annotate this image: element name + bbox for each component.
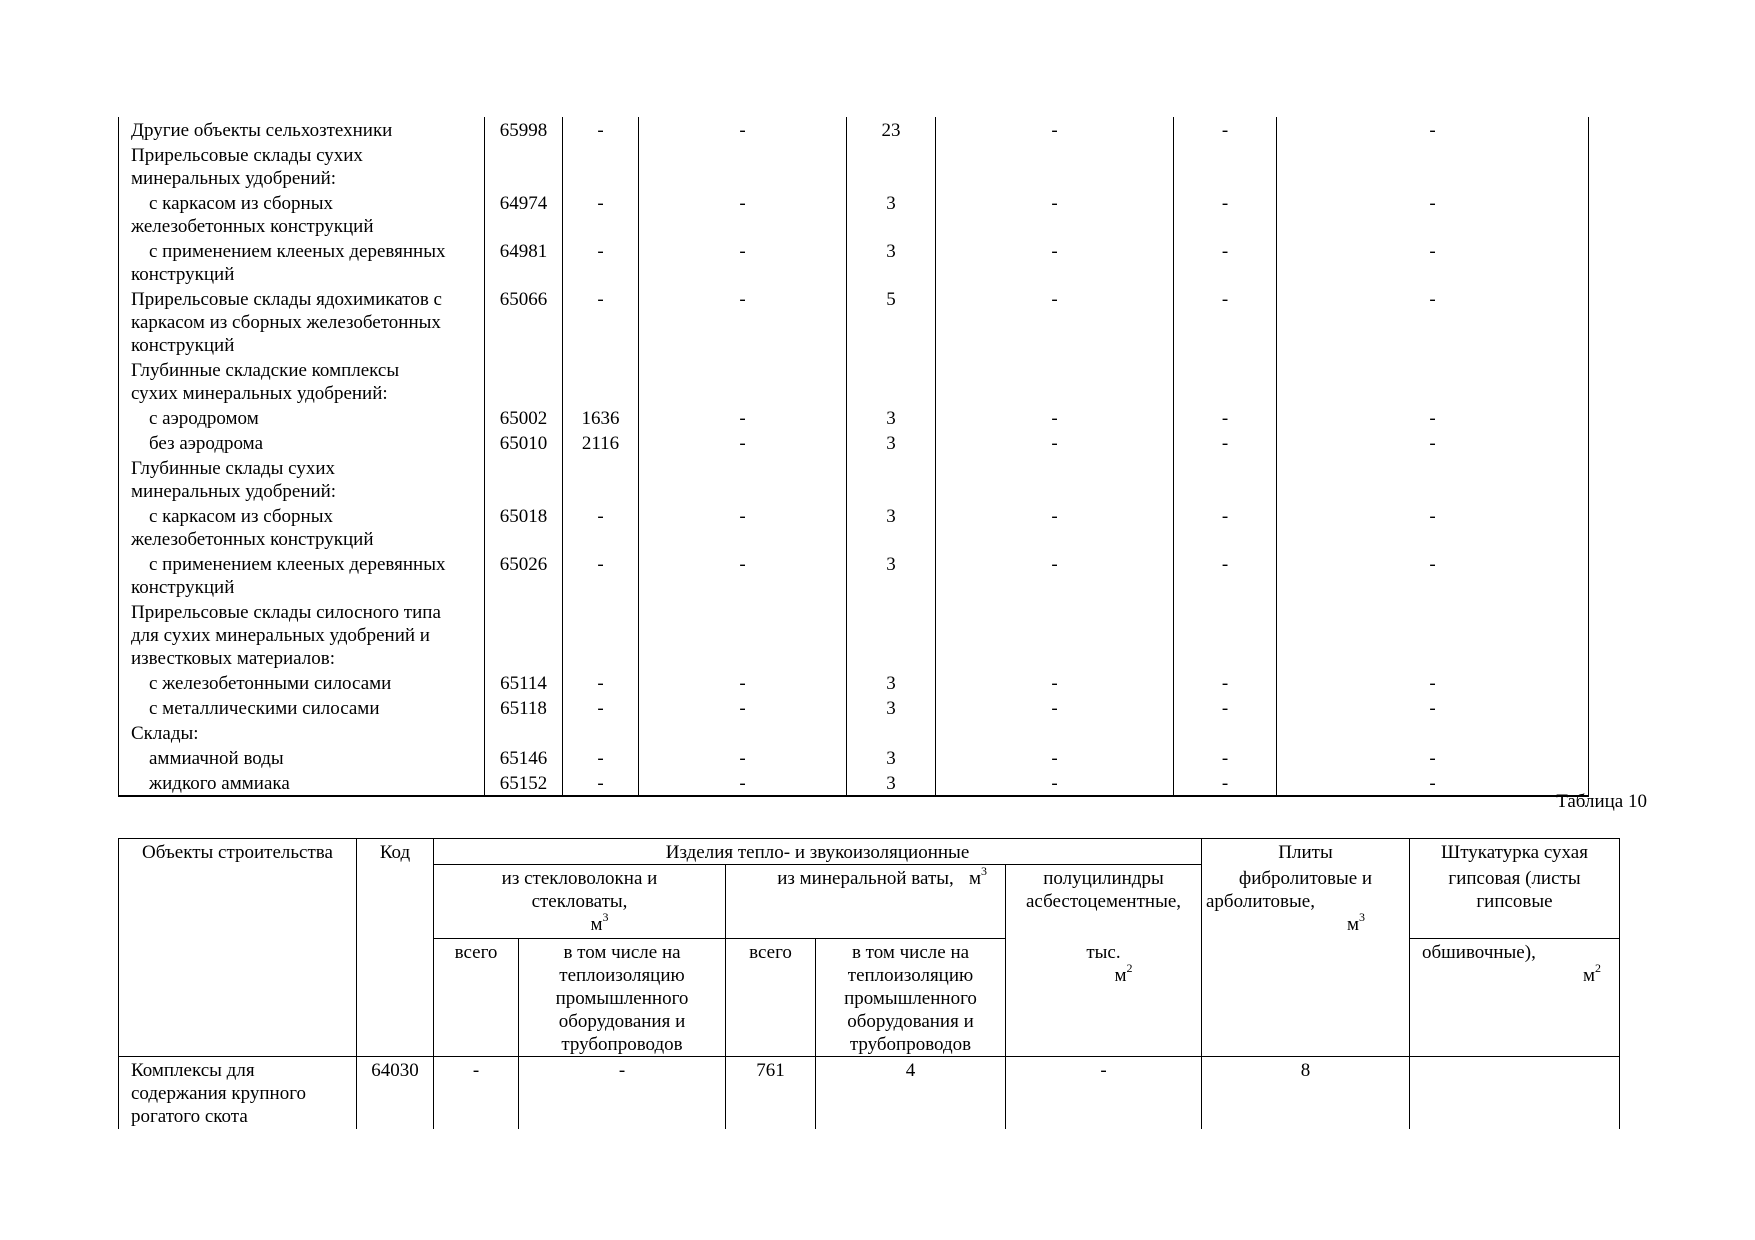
header-plaster-cont: гипсовая (листы гипсовые xyxy=(1410,865,1620,939)
row-value: - xyxy=(1174,405,1277,430)
row-object-name: с каркасом из сборных железобетонных конструкций xyxy=(119,503,485,551)
row-value: 8 xyxy=(1202,1057,1410,1130)
row-value: - xyxy=(563,286,639,357)
row-value: - xyxy=(639,551,847,599)
row-value: - xyxy=(639,238,847,286)
row-value: - xyxy=(434,1057,519,1130)
row-value xyxy=(847,599,936,670)
row-value: - xyxy=(563,503,639,551)
table-row xyxy=(119,770,1589,796)
row-value: - xyxy=(1277,238,1589,286)
row-value: - xyxy=(936,551,1174,599)
row-value: - xyxy=(563,695,639,720)
row-value: - xyxy=(1174,770,1277,796)
row-value: - xyxy=(563,238,639,286)
row-value: - xyxy=(1277,430,1589,455)
row-value: 3 xyxy=(847,695,936,720)
row-value: - xyxy=(1174,430,1277,455)
row-value: - xyxy=(639,430,847,455)
row-value: - xyxy=(1174,503,1277,551)
row-value: - xyxy=(936,670,1174,695)
row-code: 65010 xyxy=(485,430,563,455)
header-mineral-incl: в том числе на теплоизоляцию промышленного оборудования и трубопроводов xyxy=(816,939,1006,1057)
row-code xyxy=(485,357,563,405)
row-value xyxy=(847,142,936,190)
table-row xyxy=(119,117,1589,142)
row-value: - xyxy=(936,238,1174,286)
row-value: - xyxy=(1277,405,1589,430)
row-value: - xyxy=(639,770,847,796)
row-value: - xyxy=(1174,286,1277,357)
table-row xyxy=(119,503,1589,551)
row-value: - xyxy=(563,770,639,796)
row-object-name: жидкого аммиака xyxy=(119,770,485,796)
row-value: 3 xyxy=(847,551,936,599)
row-value: 3 xyxy=(847,745,936,770)
row-value: 761 xyxy=(726,1057,816,1130)
row-object-name: Склады: xyxy=(119,720,485,745)
row-object-name: Глубинные складские комплексы сухих минеральных удобрений: xyxy=(119,357,485,405)
row-value: - xyxy=(936,430,1174,455)
row-value xyxy=(563,455,639,503)
table-caption: Таблица 10 xyxy=(1556,791,1647,812)
row-object-name: Прирельсовые склады ядохимикатов с каркасом из сборных железобетонных конструкций xyxy=(119,286,485,357)
row-value: - xyxy=(936,117,1174,142)
row-value: 3 xyxy=(847,770,936,796)
row-value xyxy=(563,142,639,190)
header-mineral-total: всего xyxy=(726,939,816,1057)
row-value: - xyxy=(1174,745,1277,770)
row-value: - xyxy=(639,745,847,770)
row-value xyxy=(936,357,1174,405)
row-value: - xyxy=(936,695,1174,720)
header-group: Изделия тепло- и звукоизоляционные xyxy=(434,839,1202,865)
row-value: - xyxy=(563,117,639,142)
row-value: 3 xyxy=(847,670,936,695)
row-value: 3 xyxy=(847,430,936,455)
table-10 xyxy=(118,838,1620,1129)
row-value: - xyxy=(639,503,847,551)
row-value: 2116 xyxy=(563,430,639,455)
row-value xyxy=(639,142,847,190)
table-row xyxy=(119,745,1589,770)
row-value: - xyxy=(1174,190,1277,238)
table-row xyxy=(119,695,1589,720)
row-value xyxy=(1174,357,1277,405)
row-value: - xyxy=(519,1057,726,1130)
table-row xyxy=(119,599,1589,670)
header-mineral-wool: из минеральной ваты, $м^3$ xyxy=(726,865,1006,939)
row-value xyxy=(1174,142,1277,190)
row-object-name: Глубинные склады сухих минеральных удобрений: xyxy=(119,455,485,503)
row-value: - xyxy=(936,770,1174,796)
row-value xyxy=(563,720,639,745)
row-value xyxy=(1277,357,1589,405)
row-value: - xyxy=(639,117,847,142)
row-value xyxy=(847,455,936,503)
row-object-name: с применением клееных деревянных конструкций xyxy=(119,551,485,599)
header-glass-wool: из стекловолокна и стекловаты, $м^3$ xyxy=(434,865,726,939)
row-value: - xyxy=(563,190,639,238)
table-row xyxy=(119,430,1589,455)
row-code: 65002 xyxy=(485,405,563,430)
row-object-name: аммиачной воды xyxy=(119,745,485,770)
table-row xyxy=(119,670,1589,695)
table-row xyxy=(119,405,1589,430)
row-value: - xyxy=(1277,695,1589,720)
row-code: 65066 xyxy=(485,286,563,357)
header-plates: Плиты xyxy=(1202,839,1410,865)
row-value: - xyxy=(1277,117,1589,142)
row-value xyxy=(1410,1057,1620,1130)
row-object-name: с применением клееных деревянных конструкций xyxy=(119,238,485,286)
continuation-table xyxy=(118,117,1589,797)
row-value xyxy=(639,599,847,670)
row-value: - xyxy=(1174,551,1277,599)
row-value xyxy=(936,142,1174,190)
row-value xyxy=(847,357,936,405)
row-value: - xyxy=(563,745,639,770)
row-object-name: без аэродрома xyxy=(119,430,485,455)
row-value xyxy=(639,720,847,745)
row-object-name: Комплексы для содержания крупного рогатого скота xyxy=(119,1057,357,1130)
row-value: 5 xyxy=(847,286,936,357)
row-value: - xyxy=(1277,190,1589,238)
row-code: 64974 xyxy=(485,190,563,238)
row-object-name: Другие объекты сельхозтехники xyxy=(119,117,485,142)
row-value xyxy=(936,599,1174,670)
header-plaster-end: обшивочные), $м^2$ xyxy=(1410,939,1620,1057)
table-row xyxy=(119,1057,1620,1130)
row-value: - xyxy=(936,745,1174,770)
row-value: - xyxy=(1006,1057,1202,1130)
row-value xyxy=(1277,455,1589,503)
row-value xyxy=(563,357,639,405)
row-value xyxy=(1277,599,1589,670)
row-object-name: с железобетонными силосами xyxy=(119,670,485,695)
row-value: - xyxy=(1277,286,1589,357)
row-code xyxy=(485,720,563,745)
row-value: - xyxy=(639,670,847,695)
row-value xyxy=(639,357,847,405)
row-value: - xyxy=(936,503,1174,551)
row-code: 65114 xyxy=(485,670,563,695)
row-value: - xyxy=(1277,670,1589,695)
table-row xyxy=(119,455,1589,503)
row-value: - xyxy=(639,190,847,238)
row-value: - xyxy=(1277,745,1589,770)
row-value: - xyxy=(1174,117,1277,142)
row-object-name: Прирельсовые склады силосного типа для сухих минеральных удобрений и известковых материалов: xyxy=(119,599,485,670)
row-code xyxy=(485,142,563,190)
row-value: 1636 xyxy=(563,405,639,430)
header-half-cylinders: полуцилиндры асбестоцементные, xyxy=(1006,865,1202,939)
row-value xyxy=(1174,720,1277,745)
header-glass-total: всего xyxy=(434,939,519,1057)
table-row xyxy=(119,142,1589,190)
table-row xyxy=(119,190,1589,238)
row-code: 64030 xyxy=(357,1057,434,1130)
row-code: 64981 xyxy=(485,238,563,286)
header-plates-cont: фибролитовые и арболитовые, $м^3$ xyxy=(1202,865,1410,939)
row-value: - xyxy=(1277,770,1589,796)
table-row xyxy=(119,238,1589,286)
row-value xyxy=(1174,455,1277,503)
row-value: 4 xyxy=(816,1057,1006,1130)
row-value xyxy=(563,599,639,670)
row-value: - xyxy=(1277,503,1589,551)
row-value xyxy=(1277,142,1589,190)
row-value: 3 xyxy=(847,503,936,551)
header-half-cylinders-cont: тыс. $м^2$ xyxy=(1006,939,1202,1057)
row-value: - xyxy=(936,286,1174,357)
table-row xyxy=(119,551,1589,599)
row-value: - xyxy=(563,551,639,599)
row-object-name: с металлическими силосами xyxy=(119,695,485,720)
row-value: - xyxy=(936,405,1174,430)
row-code: 65152 xyxy=(485,770,563,796)
header-plaster: Штукатурка сухая xyxy=(1410,839,1620,865)
row-code xyxy=(485,599,563,670)
row-value xyxy=(847,720,936,745)
row-code: 65026 xyxy=(485,551,563,599)
row-value: 3 xyxy=(847,405,936,430)
row-object-name: Прирельсовые склады сухих минеральных удобрений: xyxy=(119,142,485,190)
row-value: - xyxy=(563,670,639,695)
row-value: - xyxy=(1174,670,1277,695)
row-value xyxy=(1174,599,1277,670)
table-row xyxy=(119,720,1589,745)
row-object-name: с аэродромом xyxy=(119,405,485,430)
row-value: - xyxy=(639,286,847,357)
row-value: - xyxy=(1277,551,1589,599)
table-row xyxy=(119,286,1589,357)
row-code: 65146 xyxy=(485,745,563,770)
row-value: - xyxy=(936,190,1174,238)
row-value xyxy=(1277,720,1589,745)
row-code xyxy=(485,455,563,503)
row-value xyxy=(936,455,1174,503)
row-value: - xyxy=(1174,695,1277,720)
header-plates-end xyxy=(1202,939,1410,1057)
row-object-name: с каркасом из сборных железобетонных конструкций xyxy=(119,190,485,238)
row-value: - xyxy=(639,695,847,720)
header-objects: Объекты строительства xyxy=(119,839,357,1057)
row-code: 65998 xyxy=(485,117,563,142)
header-glass-incl: в том числе на теплоизоляцию промышленного оборудования и трубопроводов xyxy=(519,939,726,1057)
row-value xyxy=(936,720,1174,745)
row-value: - xyxy=(639,405,847,430)
row-code: 65118 xyxy=(485,695,563,720)
row-value: 23 xyxy=(847,117,936,142)
row-value: - xyxy=(1174,238,1277,286)
row-value: 3 xyxy=(847,190,936,238)
row-code: 65018 xyxy=(485,503,563,551)
header-code: Код xyxy=(357,839,434,1057)
row-value xyxy=(639,455,847,503)
table-row xyxy=(119,357,1589,405)
header-row-1 xyxy=(119,839,1620,865)
row-value: 3 xyxy=(847,238,936,286)
